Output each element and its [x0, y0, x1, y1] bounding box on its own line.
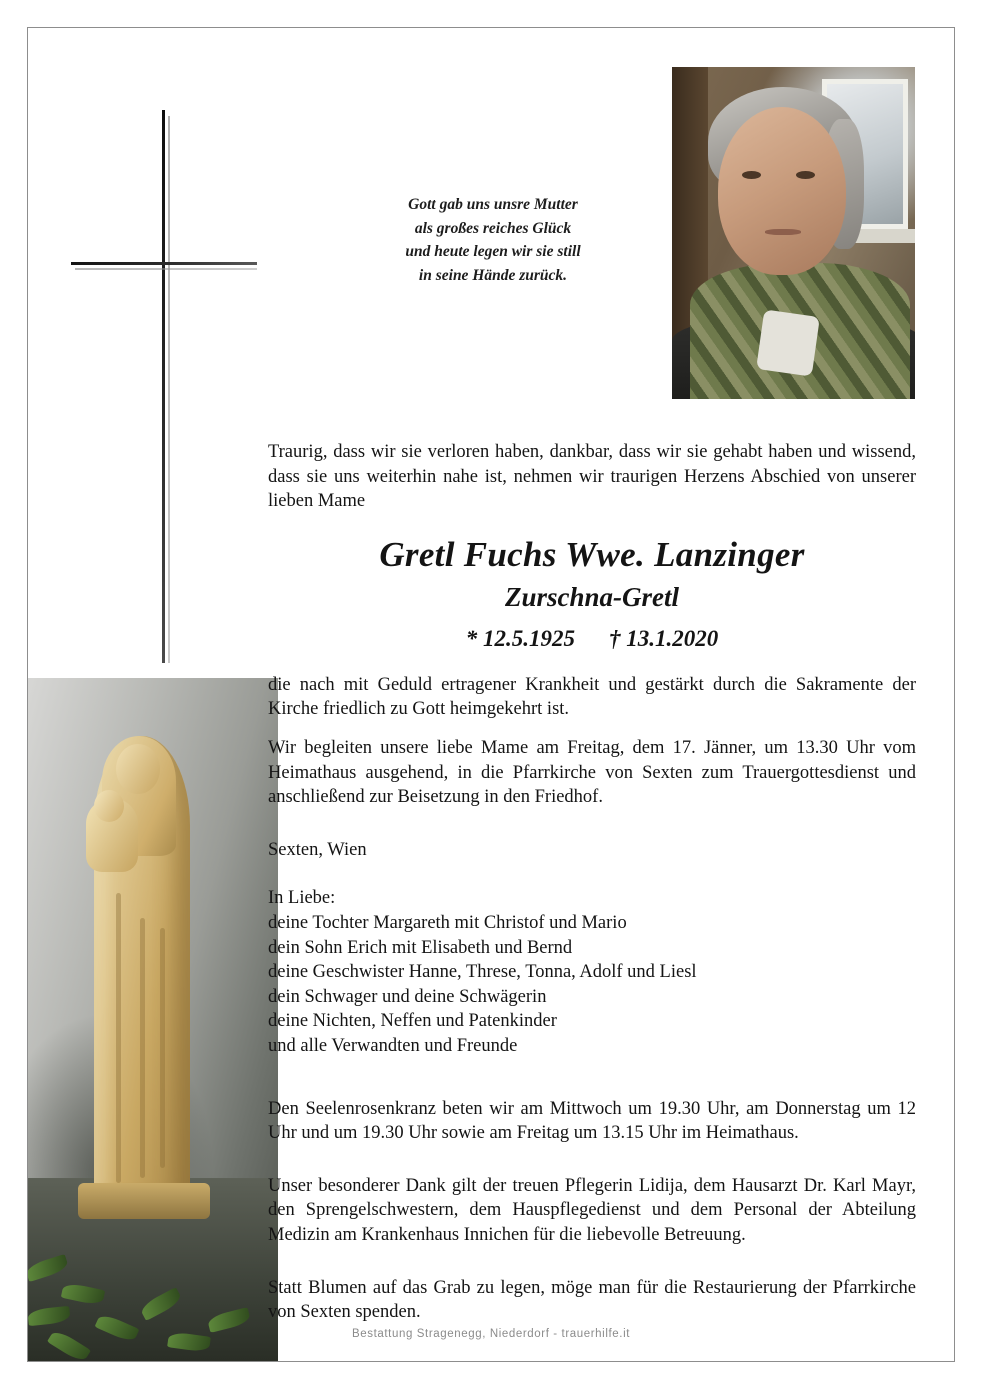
spacer [268, 1160, 916, 1174]
spacer [268, 1262, 916, 1276]
birth-date: * 12.5.1925 [465, 626, 575, 652]
portrait-eye-right [796, 171, 815, 179]
spacer [268, 862, 916, 886]
leaf-icon [28, 1254, 69, 1282]
donations-paragraph: Statt Blumen auf das Grab zu legen, möge man für die Restaurierung der Pfarrkirche von Sexten spenden. [268, 1277, 916, 1323]
passing-paragraph: die nach mit Geduld ertragener Krankheit und gestärkt durch die Sakramente der Kirche friedlich zu Gott heimgekehrt ist. [268, 674, 916, 720]
portrait-eye-left [742, 171, 761, 179]
statue-drapery-fold [160, 928, 165, 1168]
statue-head [116, 744, 160, 794]
intro-paragraph: Traurig, dass wir sie verloren haben, dankbar, dass wir sie gehabt haben und wissend, dass sie uns weiterhin nahe ist, nehmen wir traurigen Herzens Abschied von unserer lieben Mame [268, 442, 916, 512]
leaf-icon [139, 1287, 184, 1321]
statue-drapery-fold [140, 918, 145, 1178]
cross-vertical-bar [162, 110, 165, 663]
verse-line-4: in seine Hände zurück. [418, 266, 568, 284]
mourner-line: deine Tochter Margareth mit Christof und Mario [268, 912, 627, 933]
madonna-statue-photo [28, 678, 278, 1361]
spacer [268, 1083, 916, 1097]
verse-line-2: als großes reiches Glück [414, 219, 572, 237]
cross-horizontal-bar [71, 262, 257, 265]
mourner-line: dein Schwager und deine Schwägerin [268, 986, 547, 1007]
statue-foliage [28, 1238, 278, 1361]
mourners-list [268, 886, 916, 1058]
mourner-line: dein Sohn Erich mit Elisabeth und Bernd [268, 937, 573, 958]
verse-line-3: und heute legen wir sie still [405, 243, 581, 261]
leaf-icon [28, 1306, 71, 1326]
verse-line-1: Gott gab uns unsre Mutter [408, 196, 578, 213]
spacer [268, 1059, 916, 1083]
rosary-paragraph: Den Seelenrosenkranz beten wir am Mittwoch um 19.30 Uhr, am Donnerstag um 12 Uhr und um 19.30 Uhr sowie am Freitag um 13.15 Uhr im Heimathaus. [268, 1098, 916, 1144]
portrait-photo [672, 67, 915, 399]
cross-icon [65, 110, 255, 670]
portrait-collar [756, 309, 820, 376]
thanks-paragraph: Unser besonderer Dank gilt der treuen Pflegerin Lidija, dem Hausarzt Dr. Karl Mayr, den Sprengelschwestern, dem Hauspflegedienst und dem Personal der Abteilung Medizin am Krankenhaus Innichen für die liebevolle Betreuung. [268, 1175, 916, 1245]
mourner-line: deine Geschwister Hanne, Threse, Tonna, Adolf und Liesl [268, 962, 697, 983]
places-line: Sexten, Wien [268, 839, 367, 860]
portrait-face [718, 107, 846, 275]
mourner-line: und alle Verwandten und Freunde [268, 1035, 518, 1056]
statue-child-head [94, 790, 124, 822]
death-date: † 13.1.2020 [609, 626, 719, 652]
cross-horizontal-highlight [75, 268, 257, 270]
funeral-paragraph: Wir begleiten unsere liebe Mame am Freitag, dem 17. Jänner, um 13.30 Uhr vom Heimathaus ausgehend, in die Pfarrkirche von Sexten zum Trauergottesdienst und anschließend zur Beisetzung in den Friedhof. [268, 738, 916, 808]
mourner-line: deine Nichten, Neffen und Patenkinder [268, 1011, 557, 1032]
cross-vertical-highlight [168, 116, 170, 663]
mourners-title: In Liebe: [268, 888, 336, 909]
life-dates [268, 624, 916, 655]
portrait-mouth [765, 229, 801, 235]
deceased-nickname: Zurschna-Gretl [504, 582, 680, 613]
deceased-name: Gretl Fuchs Wwe. Lanzinger [379, 534, 805, 574]
memorial-text [268, 440, 916, 1339]
statue-base [78, 1183, 210, 1219]
memorial-verse [330, 193, 656, 287]
leaf-icon [61, 1282, 105, 1306]
spacer [268, 824, 916, 838]
statue-drapery-fold [116, 893, 121, 1183]
footer-credit: Bestattung Stragenegg, Niederdorf - trauerhilfe.it [351, 1328, 631, 1340]
